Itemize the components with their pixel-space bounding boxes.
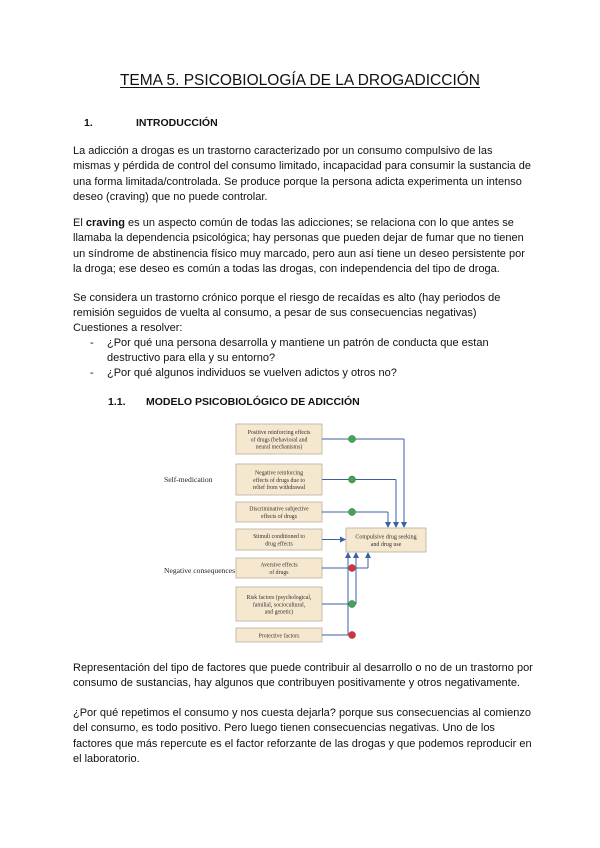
- factor-box-label: familial, sociocultural,: [252, 602, 306, 609]
- factor-box-label: Protective factors: [258, 633, 300, 640]
- subsection-heading: MODELO PSICOBIOLÓGICO DE ADICCIÓN: [146, 396, 360, 408]
- list-bullet: -: [90, 367, 94, 379]
- closing-paragraph: ¿Por qué repetimos el consumo y nos cuesta dejarla? porque sus consecuencias al comienzo del consumo, es todo positivo. Pero luego tienen consecuencias negativas. Uno de los factores que más repercute es el factor reforzante de las drogas y que podemos reproducir en el laboratorio.: [73, 707, 532, 765]
- factor-box-label: relief from withdrawal: [252, 485, 306, 491]
- factor-box-label: Discriminative subjective: [249, 506, 309, 513]
- inhibitory-dot: [348, 631, 355, 638]
- craving-term: craving: [85, 217, 125, 229]
- questions-lead: Cuestiones a resolver:: [73, 322, 183, 334]
- factor-box-label: Negative reinforcing: [254, 470, 304, 477]
- list-item: [90, 336, 530, 367]
- list-bullet: -: [90, 337, 94, 349]
- paragraph-text: es un aspecto común de todas las adicciones; se relaciona con lo que antes se llamaba la dependencia psicológica; hay personas que pueden dejar de fumar que no tienen un síndrome de abstinencia físico muy marcado, pero aun así tiene un deseo persistente por la droga; ese deseo es común a todas las drogas, con independencia del tipo de droga.: [73, 217, 525, 275]
- intro-paragraph-3: Se considera un trastorno crónico porque el riesgo de recaídas es alto (hay periodos de remisión seguidos de vuelta al consumo, a pesar de sus consecuencias negativas): [73, 292, 501, 320]
- facilitatory-dot: [348, 508, 355, 515]
- question-text: ¿Por qué algunos individuos se vuelven adictos y otros no?: [107, 367, 397, 379]
- list-item: [90, 366, 530, 382]
- paragraph-text: El: [73, 217, 86, 229]
- intro-paragraph-2: [73, 216, 533, 277]
- facilitatory-dot: [348, 600, 355, 607]
- factor-box-label: drug effects: [265, 541, 293, 548]
- inhibitory-dot: [348, 564, 355, 571]
- factor-box-label: of drugs: [269, 569, 289, 576]
- diagram-canvas: [162, 413, 434, 650]
- section-number: 1.: [84, 117, 93, 129]
- factor-box-label: effects of drugs: [261, 513, 297, 520]
- factor-box-label: of drugs (behavioral and: [250, 437, 308, 444]
- facilitatory-dot: [348, 435, 355, 442]
- factor-box-label: Stimuli conditioned to: [253, 534, 305, 541]
- factor-box-label: and genetic): [264, 609, 294, 616]
- figure-caption-paragraph: Representación del tipo de factores que puede contribuir al desarrollo o no de un trastorno por consumo de sustancias, hay algunos que contribuyen positivamente y otros negativamente.: [73, 662, 533, 690]
- page-title: TEMA 5. PSICOBIOLOGÍA DE LA DROGADICCIÓN: [119, 72, 481, 89]
- negative-consequences-label: Negative consequences: [164, 566, 236, 575]
- factor-box-label: Risk factors (psychological,: [246, 595, 312, 602]
- factor-box-label: Positive reinforcing effects: [247, 430, 311, 437]
- self-medication-label: Self-medication: [164, 475, 213, 484]
- intro-paragraph-1: La adicción a drogas es un trastorno caracterizado por un consumo compulsivo de las mismas y pérdida de control del consumo limitado, incapacidad para consumir la sustancia de una forma limitada/controlada. Se produce porque la persona adicta experimenta un intenso deseo (craving) que no puede controlar.: [73, 145, 531, 203]
- section-heading: INTRODUCCIÓN: [136, 117, 218, 129]
- addiction-model-figure: [162, 413, 434, 650]
- factor-box-label: neural mechanisms): [255, 444, 303, 451]
- facilitatory-dot: [348, 476, 355, 483]
- subsection-number: 1.1.: [108, 396, 126, 408]
- target-box-label: Compulsive drug seeking: [355, 534, 417, 541]
- factor-box-label: effects of drugs due to: [253, 477, 305, 484]
- factor-box-label: Aversive effects: [260, 562, 298, 569]
- target-box-label: and drug use: [370, 542, 402, 548]
- question-text: ¿Por qué una persona desarrolla y mantiene un patrón de conducta que estan destructivo para ella y su entorno?: [107, 337, 489, 365]
